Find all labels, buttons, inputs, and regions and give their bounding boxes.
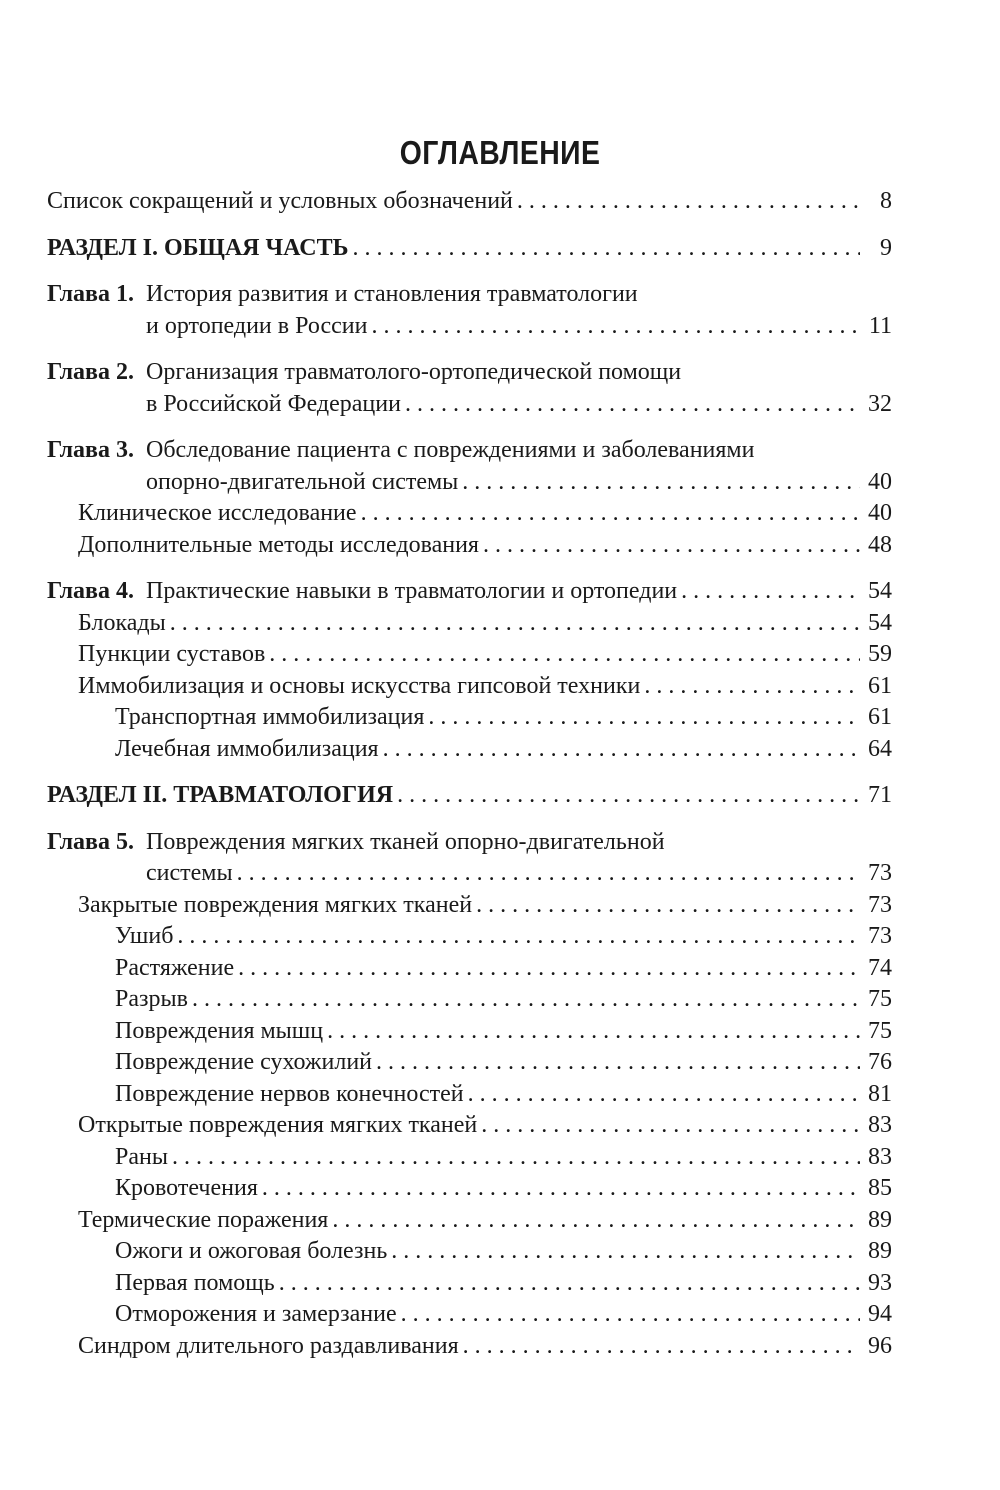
toc-entry-abbreviations[interactable] bbox=[47, 186, 892, 218]
toc-entry-additional-methods[interactable] bbox=[47, 530, 892, 562]
toc-entry-text: Раны bbox=[115, 1143, 168, 1170]
toc-entry-text: Отморожения и замерзание bbox=[115, 1301, 397, 1327]
toc-entry-bleeding[interactable] bbox=[47, 1173, 892, 1205]
dot-leader bbox=[177, 921, 860, 953]
toc-entry-clinical-exam[interactable] bbox=[47, 498, 892, 530]
dot-leader bbox=[238, 953, 860, 985]
toc-section-title: РАЗДЕЛ I. ОБЩАЯ ЧАСТЬ bbox=[47, 234, 349, 261]
toc-section-title: РАЗДЕЛ II. ТРАВМАТОЛОГИЯ bbox=[47, 782, 394, 808]
dot-leader bbox=[352, 233, 860, 265]
toc-entry-open-injuries[interactable] bbox=[47, 1110, 892, 1142]
toc-entry-therapeutic-immobilization[interactable] bbox=[47, 734, 892, 766]
toc-entry-text: Термические поражения bbox=[78, 1206, 329, 1233]
toc-entry-blockades[interactable] bbox=[47, 608, 892, 640]
chapter-label: Глава 3. bbox=[47, 437, 134, 463]
toc-page-number: 71 bbox=[868, 782, 892, 808]
toc-entry-text: Иммобилизация и основы искусства гипсовой техники bbox=[78, 672, 641, 699]
toc-entry-chapter-1[interactable] bbox=[47, 279, 892, 342]
toc-page-number: 74 bbox=[868, 954, 892, 981]
toc-entry-chapter-4[interactable] bbox=[47, 576, 892, 608]
toc-page-number: 96 bbox=[868, 1332, 892, 1359]
toc-page-number: 94 bbox=[868, 1301, 892, 1327]
dot-leader bbox=[644, 671, 860, 703]
toc-page-number: 85 bbox=[868, 1175, 892, 1201]
toc-entry-text: Организация травматолого-ортопедической помощи bbox=[146, 359, 682, 385]
dot-leader bbox=[192, 984, 860, 1016]
toc-entry-text: Повреждения мышц bbox=[115, 1017, 324, 1044]
toc-entry-text: Повреждение нервов конечностей bbox=[115, 1080, 464, 1107]
toc-page-number: 9 bbox=[880, 234, 892, 261]
dot-leader bbox=[468, 1079, 860, 1111]
toc-page-number: 40 bbox=[868, 500, 892, 526]
toc-entry-burns[interactable] bbox=[47, 1236, 892, 1268]
dot-leader bbox=[391, 1236, 860, 1268]
toc-entry-text: Ожоги и ожоговая болезнь bbox=[115, 1238, 388, 1264]
toc-entry-tendon-injury[interactable] bbox=[47, 1047, 892, 1079]
toc-page-number: 54 bbox=[868, 609, 892, 636]
toc-page-number: 76 bbox=[868, 1049, 892, 1075]
dot-leader bbox=[279, 1268, 860, 1300]
toc-entry-text: Закрытые повреждения мягких тканей bbox=[78, 891, 473, 918]
toc-entry-wounds[interactable] bbox=[47, 1142, 892, 1174]
dot-leader bbox=[269, 639, 860, 671]
toc-page-number: 40 bbox=[868, 468, 892, 495]
dot-leader bbox=[476, 890, 860, 922]
dot-leader bbox=[332, 1205, 860, 1237]
chapter-label: Глава 2. bbox=[47, 359, 134, 385]
chapter-label: Глава 5. bbox=[47, 828, 134, 855]
dot-leader bbox=[376, 1047, 860, 1079]
toc-entry-thermal-injuries[interactable] bbox=[47, 1205, 892, 1237]
toc-page-number: 64 bbox=[868, 735, 892, 762]
toc-page-number: 61 bbox=[868, 704, 892, 730]
dot-leader bbox=[481, 1110, 860, 1142]
toc-entry-text: Блокады bbox=[78, 609, 166, 636]
toc-entry-text: Повреждения мягких тканей опорно-двигательной bbox=[146, 828, 665, 855]
toc-page-number: 75 bbox=[868, 1017, 892, 1044]
chapter-label: Глава 1. bbox=[47, 281, 134, 307]
toc-entry-section-1[interactable] bbox=[47, 233, 892, 265]
dot-leader bbox=[463, 1331, 860, 1363]
toc-entry-closed-injuries[interactable] bbox=[47, 890, 892, 922]
dot-leader bbox=[405, 389, 860, 421]
page-title: ОГЛАВЛЕНИЕ bbox=[399, 134, 601, 171]
toc-entry-rupture[interactable] bbox=[47, 984, 892, 1016]
dot-leader bbox=[397, 780, 860, 812]
toc-entry-transport-immobilization[interactable] bbox=[47, 702, 892, 734]
toc-entry-text: Транспортная иммобилизация bbox=[115, 704, 425, 730]
toc-entry-text: Первая помощь bbox=[115, 1269, 275, 1296]
toc-page-number: 73 bbox=[868, 923, 892, 949]
toc-page-number: 83 bbox=[868, 1143, 892, 1170]
toc-page-number: 59 bbox=[868, 641, 892, 667]
toc-entry-text: Синдром длительного раздавливания bbox=[78, 1332, 459, 1359]
toc-entry-text-continued: и ортопедии в России bbox=[146, 312, 368, 339]
toc-page-number: 48 bbox=[868, 531, 892, 558]
dot-leader bbox=[681, 576, 860, 608]
toc-page-number: 83 bbox=[868, 1112, 892, 1138]
toc-entry-joint-punctures[interactable] bbox=[47, 639, 892, 671]
dot-leader bbox=[462, 467, 860, 499]
toc-entry-text: Обследование пациента с повреждениями и заболеваниями bbox=[146, 437, 755, 463]
chapter-label: Глава 4. bbox=[47, 578, 134, 604]
toc-entry-section-2[interactable] bbox=[47, 780, 892, 812]
dot-leader bbox=[262, 1173, 860, 1205]
toc-entry-text: Растяжение bbox=[115, 954, 235, 981]
toc-entry-text: Открытые повреждения мягких тканей bbox=[78, 1112, 478, 1138]
dot-leader bbox=[327, 1016, 860, 1048]
toc-entry-immobilization[interactable] bbox=[47, 671, 892, 703]
toc-entry-text: Разрыв bbox=[115, 986, 188, 1012]
toc-entry-text-continued: опорно-двигательной системы bbox=[146, 468, 459, 495]
dot-leader bbox=[383, 734, 860, 766]
toc-entry-text: Практические навыки в травматологии и ортопедии bbox=[146, 578, 678, 604]
toc-entry-text: Повреждение сухожилий bbox=[115, 1049, 373, 1075]
toc-page-number: 11 bbox=[868, 312, 892, 339]
toc-entry-chapter-2[interactable] bbox=[47, 357, 892, 420]
toc-entry-text: Ушиб bbox=[115, 923, 174, 949]
dot-leader bbox=[170, 608, 860, 640]
toc-entry-frostbite[interactable] bbox=[47, 1299, 892, 1331]
toc-entry-bruise[interactable] bbox=[47, 921, 892, 953]
toc-entry-text: Кровотечения bbox=[115, 1175, 258, 1201]
toc-page-number: 89 bbox=[868, 1206, 892, 1233]
toc-page-number: 32 bbox=[868, 390, 892, 417]
toc-page-number: 81 bbox=[868, 1080, 892, 1107]
toc-page-number: 75 bbox=[868, 986, 892, 1012]
toc-page-number: 8 bbox=[880, 188, 892, 214]
toc-page-number: 73 bbox=[868, 860, 892, 886]
toc-entry-text: Дополнительные методы исследования bbox=[78, 531, 479, 558]
table-of-contents bbox=[47, 186, 892, 1362]
dot-leader bbox=[401, 1299, 860, 1331]
toc-entry-nerve-injury[interactable] bbox=[47, 1079, 892, 1111]
toc-page-number: 93 bbox=[868, 1269, 892, 1296]
toc-entry-text-continued: в Российской Федерации bbox=[146, 390, 401, 417]
toc-entry-chapter-5[interactable] bbox=[47, 827, 892, 890]
toc-entry-text: Список сокращений и условных обозначений bbox=[47, 188, 513, 214]
toc-entry-muscle-injuries[interactable] bbox=[47, 1016, 892, 1048]
toc-page-number: 54 bbox=[868, 578, 892, 604]
toc-entry-text: История развития и становления травматологии bbox=[146, 281, 638, 307]
dot-leader bbox=[483, 530, 860, 562]
toc-entry-chapter-3[interactable] bbox=[47, 435, 892, 498]
toc-entry-text: Лечебная иммобилизация bbox=[115, 735, 379, 762]
toc-entry-text: Клиническое исследование bbox=[78, 500, 357, 526]
dot-leader bbox=[371, 311, 860, 343]
dot-leader bbox=[361, 498, 860, 530]
toc-entry-first-aid[interactable] bbox=[47, 1268, 892, 1300]
dot-leader bbox=[172, 1142, 860, 1174]
toc-page-number: 73 bbox=[868, 891, 892, 918]
dot-leader bbox=[517, 186, 860, 218]
dot-leader bbox=[428, 702, 860, 734]
dot-leader bbox=[237, 858, 860, 890]
toc-entry-text-continued: системы bbox=[146, 860, 233, 886]
toc-page-number: 61 bbox=[868, 672, 892, 699]
toc-entry-text: Пункции суставов bbox=[78, 641, 266, 667]
toc-entry-sprain[interactable] bbox=[47, 953, 892, 985]
toc-entry-crush-syndrome[interactable] bbox=[47, 1331, 892, 1363]
toc-page-number: 89 bbox=[868, 1238, 892, 1264]
